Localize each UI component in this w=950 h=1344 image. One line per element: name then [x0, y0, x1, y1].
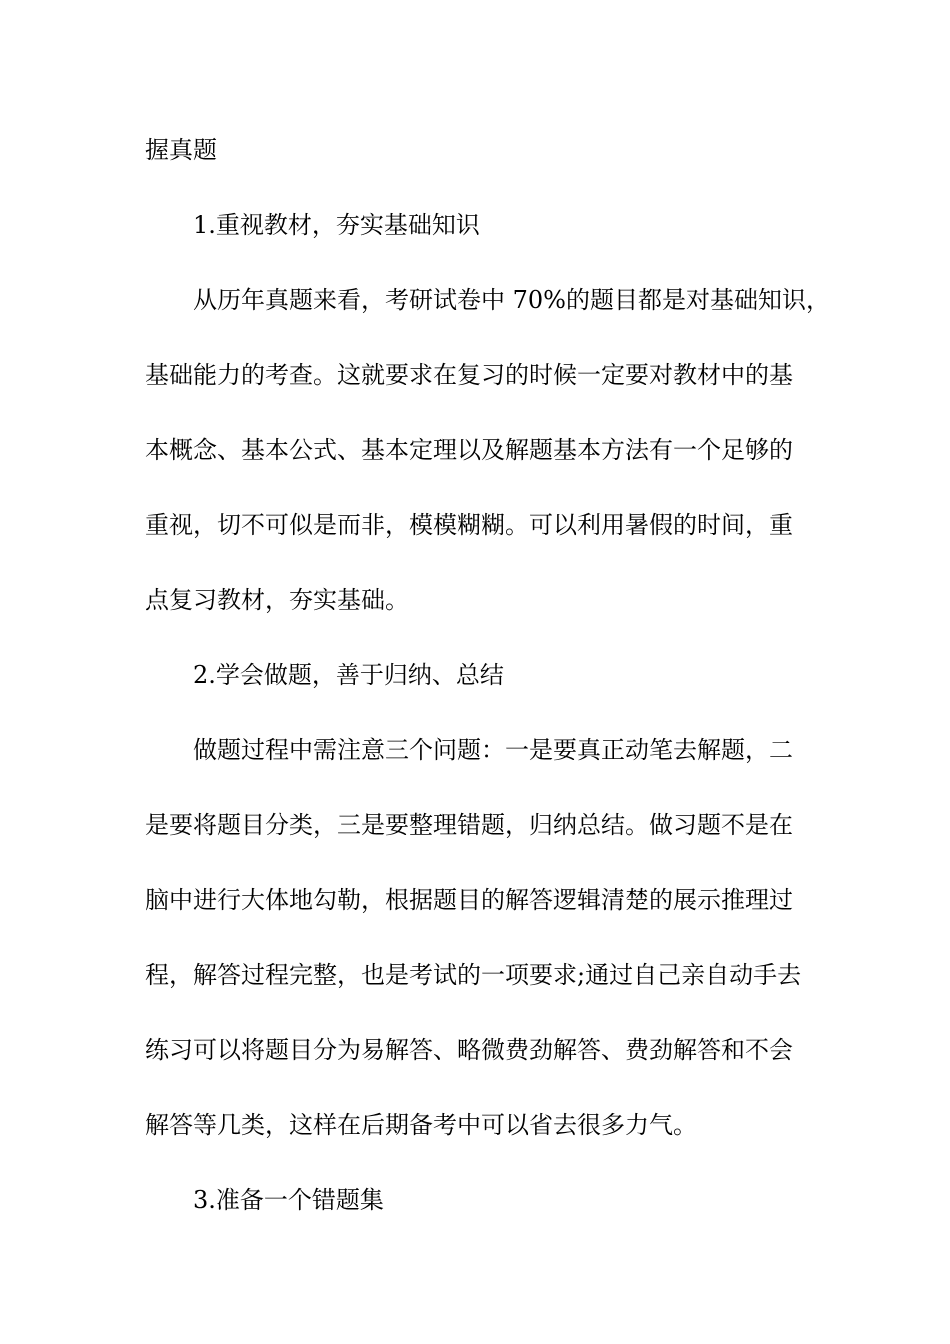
section-heading-2: 2.学会做题，善于归纳、总结 — [193, 661, 504, 689]
paragraph-2-line-6: 解答等几类，这样在后期备考中可以省去很多力气。 — [145, 1111, 697, 1139]
paragraph-1-line-5: 点复习教材，夯实基础。 — [145, 586, 409, 614]
section-heading-1: 1.重视教材，夯实基础知识 — [193, 211, 480, 239]
text-line-heading-fragment: 握真题 — [145, 136, 217, 164]
paragraph-2-line-4: 程，解答过程完整，也是考试的一项要求;通过自己亲自动手去 — [145, 961, 802, 989]
paragraph-2-line-1: 做题过程中需注意三个问题：一是要真正动笔去解题，二 — [193, 736, 793, 764]
paragraph-1-line-1: 从历年真题来看，考研试卷中 70%的题目都是对基础知识， — [193, 286, 830, 314]
paragraph-1-line-4: 重视，切不可似是而非，模模糊糊。可以利用暑假的时间，重 — [145, 511, 793, 539]
paragraph-2-line-5: 练习可以将题目分为易解答、略微费劲解答、费劲解答和不会 — [145, 1036, 793, 1064]
paragraph-1-line-3: 本概念、基本公式、基本定理以及解题基本方法有一个足够的 — [145, 436, 793, 464]
paragraph-1-line-2: 基础能力的考查。这就要求在复习的时候一定要对教材中的基 — [145, 361, 793, 389]
section-heading-3: 3.准备一个错题集 — [193, 1186, 384, 1214]
paragraph-2-line-3: 脑中进行大体地勾勒，根据题目的解答逻辑清楚的展示推理过 — [145, 886, 793, 914]
paragraph-2-line-2: 是要将题目分类，三是要整理错题，归纳总结。做习题不是在 — [145, 811, 793, 839]
